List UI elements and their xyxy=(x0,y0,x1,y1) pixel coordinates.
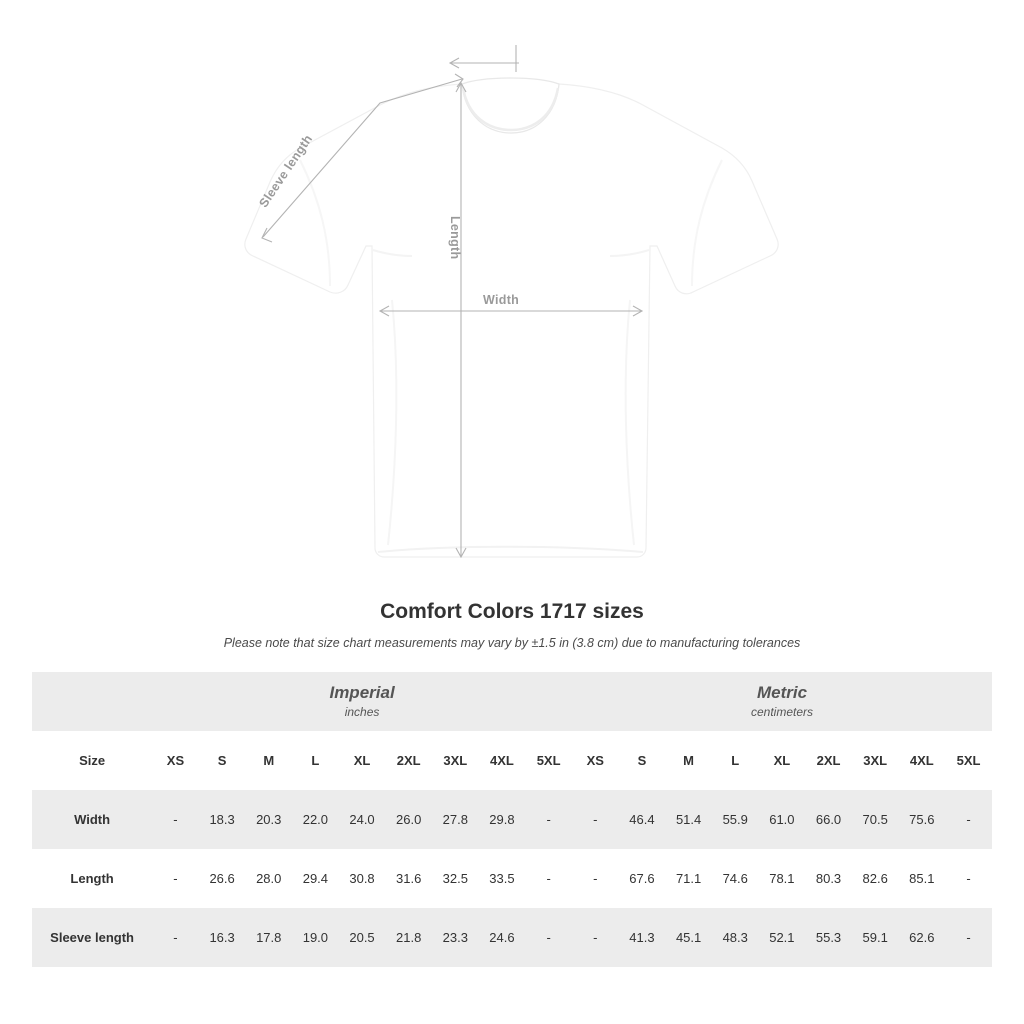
width-dimension-label: Width xyxy=(483,293,520,307)
cell-length-imperial-l: 29.4 xyxy=(292,849,339,908)
cell-length-imperial-xl: 30.8 xyxy=(339,849,386,908)
cell-sleeve-metric-5xl: - xyxy=(945,908,992,967)
table-row xyxy=(32,849,992,908)
cell-width-metric-3xl: 70.5 xyxy=(852,790,899,849)
cell-width-imperial-4xl: 29.8 xyxy=(479,790,526,849)
page-title: Comfort Colors 1717 sizes xyxy=(380,600,644,623)
size-header-metric-m: M xyxy=(665,731,712,790)
tshirt-shape xyxy=(245,78,778,557)
cell-width-imperial-2xl: 26.0 xyxy=(385,790,432,849)
cell-length-metric-2xl: 80.3 xyxy=(805,849,852,908)
cell-width-imperial-xs: - xyxy=(152,790,199,849)
unit-system-corner xyxy=(32,672,152,731)
cell-width-metric-2xl: 66.0 xyxy=(805,790,852,849)
length-dimension-label: Length xyxy=(448,216,462,260)
metric-system-label: Metric xyxy=(756,683,808,703)
cell-sleeve-imperial-3xl: 23.3 xyxy=(432,908,479,967)
cell-width-metric-m: 51.4 xyxy=(665,790,712,849)
metric-unit-label: centimeters xyxy=(750,704,814,719)
cell-width-imperial-s: 18.3 xyxy=(199,790,246,849)
cell-sleeve-imperial-5xl: - xyxy=(525,908,572,967)
size-header-imperial-2xl: 2XL xyxy=(385,731,432,790)
cell-sleeve-imperial-2xl: 21.8 xyxy=(385,908,432,967)
cell-length-imperial-xs: - xyxy=(152,849,199,908)
cell-length-imperial-s: 26.6 xyxy=(199,849,246,908)
cell-sleeve-metric-2xl: 55.3 xyxy=(805,908,852,967)
cell-length-metric-xl: 78.1 xyxy=(759,849,806,908)
cell-length-imperial-4xl: 33.5 xyxy=(479,849,526,908)
cell-width-metric-xl: 61.0 xyxy=(759,790,806,849)
row-label-length: Length xyxy=(32,849,152,908)
title-block xyxy=(0,600,1024,650)
cell-length-imperial-5xl: - xyxy=(525,849,572,908)
size-header-imperial-l: L xyxy=(292,731,339,790)
cell-length-imperial-2xl: 31.6 xyxy=(385,849,432,908)
imperial-unit-label: inches xyxy=(344,704,380,719)
cell-width-metric-4xl: 75.6 xyxy=(898,790,945,849)
size-header-imperial-m: M xyxy=(245,731,292,790)
table-row xyxy=(32,908,992,967)
cell-length-metric-xs: - xyxy=(572,849,619,908)
size-header-metric-2xl: 2XL xyxy=(805,731,852,790)
cell-sleeve-imperial-xl: 20.5 xyxy=(339,908,386,967)
cell-sleeve-metric-xl: 52.1 xyxy=(759,908,806,967)
table-row xyxy=(32,790,992,849)
tolerance-note: Please note that size chart measurements may vary by ±1.5 in (3.8 cm) due to manufacturing tolerances xyxy=(223,636,801,650)
cell-width-metric-xs: - xyxy=(572,790,619,849)
cell-width-imperial-5xl: - xyxy=(525,790,572,849)
imperial-group-header xyxy=(152,672,572,731)
cell-sleeve-imperial-m: 17.8 xyxy=(245,908,292,967)
cell-sleeve-metric-l: 48.3 xyxy=(712,908,759,967)
cell-width-metric-l: 55.9 xyxy=(712,790,759,849)
metric-group-header xyxy=(572,672,992,731)
cell-sleeve-imperial-4xl: 24.6 xyxy=(479,908,526,967)
size-header-imperial-3xl: 3XL xyxy=(432,731,479,790)
row-label-width: Width xyxy=(32,790,152,849)
cell-length-metric-l: 74.6 xyxy=(712,849,759,908)
cell-length-metric-3xl: 82.6 xyxy=(852,849,899,908)
cell-width-metric-5xl: - xyxy=(945,790,992,849)
imperial-system-label: Imperial xyxy=(329,683,395,703)
cell-length-imperial-3xl: 32.5 xyxy=(432,849,479,908)
size-chart-table xyxy=(32,672,992,967)
cell-length-metric-4xl: 85.1 xyxy=(898,849,945,908)
cell-sleeve-metric-xs: - xyxy=(572,908,619,967)
cell-sleeve-metric-3xl: 59.1 xyxy=(852,908,899,967)
cell-sleeve-metric-m: 45.1 xyxy=(665,908,712,967)
size-header-row xyxy=(32,731,992,790)
cell-length-metric-s: 67.6 xyxy=(619,849,666,908)
cell-sleeve-metric-4xl: 62.6 xyxy=(898,908,945,967)
size-header-metric-s: S xyxy=(619,731,666,790)
size-header-imperial-xs: XS xyxy=(152,731,199,790)
cell-width-imperial-3xl: 27.8 xyxy=(432,790,479,849)
cell-width-metric-s: 46.4 xyxy=(619,790,666,849)
size-header-imperial-xl: XL xyxy=(339,731,386,790)
size-header-imperial-s: S xyxy=(199,731,246,790)
size-chart-table-wrap xyxy=(32,672,992,967)
cell-sleeve-imperial-l: 19.0 xyxy=(292,908,339,967)
unit-system-row xyxy=(32,672,992,731)
cell-sleeve-metric-s: 41.3 xyxy=(619,908,666,967)
size-header-metric-xl: XL xyxy=(759,731,806,790)
size-header-label: Size xyxy=(32,731,152,790)
row-label-sleeve-length: Sleeve length xyxy=(32,908,152,967)
cell-length-metric-5xl: - xyxy=(945,849,992,908)
size-header-metric-l: L xyxy=(712,731,759,790)
size-header-metric-xs: XS xyxy=(572,731,619,790)
size-header-imperial-4xl: 4XL xyxy=(479,731,526,790)
sleeve-length-dimension-label: Sleeve length xyxy=(256,132,316,210)
cell-length-metric-m: 71.1 xyxy=(665,849,712,908)
cell-sleeve-imperial-xs: - xyxy=(152,908,199,967)
cell-width-imperial-xl: 24.0 xyxy=(339,790,386,849)
cell-sleeve-imperial-s: 16.3 xyxy=(199,908,246,967)
size-header-metric-5xl: 5XL xyxy=(945,731,992,790)
cell-length-imperial-m: 28.0 xyxy=(245,849,292,908)
size-header-metric-4xl: 4XL xyxy=(898,731,945,790)
size-header-imperial-5xl: 5XL xyxy=(525,731,572,790)
cell-width-imperial-l: 22.0 xyxy=(292,790,339,849)
cell-width-imperial-m: 20.3 xyxy=(245,790,292,849)
size-header-metric-3xl: 3XL xyxy=(852,731,899,790)
